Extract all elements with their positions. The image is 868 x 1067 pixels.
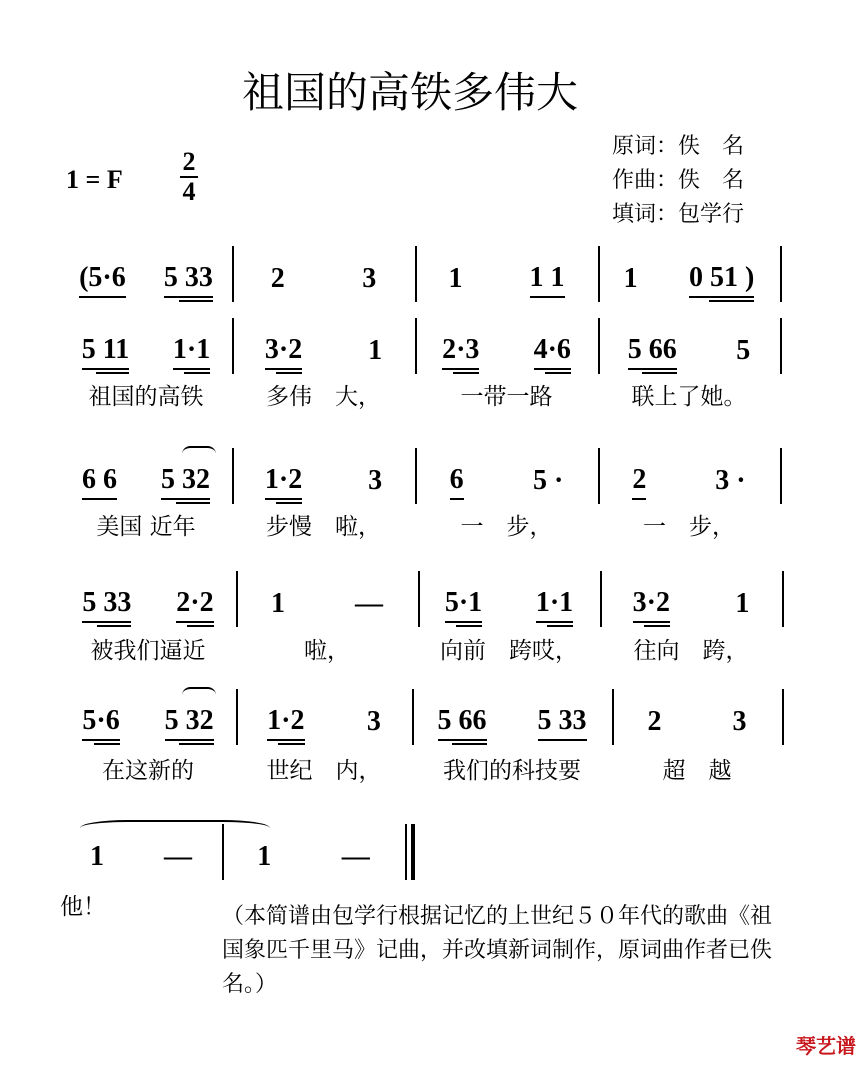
lyric: 祖国的高铁 (88, 384, 204, 410)
watermark-logo: 琴艺谱 (796, 1034, 856, 1058)
measure (232, 322, 415, 382)
score-row (60, 322, 782, 382)
note-group: 1 (368, 335, 383, 366)
note-group: 5 · (532, 465, 564, 496)
measure (415, 250, 598, 310)
measure (236, 575, 418, 635)
lyrics-row (60, 378, 782, 408)
note-group: 3 · (715, 465, 746, 496)
measure (598, 452, 780, 512)
credit-value: 包学行 (678, 202, 745, 227)
note-group: 5 66 (438, 705, 487, 741)
note-group: 1·1 (173, 334, 210, 370)
barline (780, 448, 782, 504)
barline (782, 571, 784, 627)
lyric: 啦， (304, 638, 350, 664)
note-group: 1 (90, 841, 104, 872)
measure (598, 322, 780, 382)
note-group: 1 (448, 263, 463, 294)
note-group: 2 (632, 464, 646, 500)
measure (60, 828, 222, 888)
time-signature (180, 148, 198, 206)
lyric: 一 步， (643, 514, 735, 540)
footnote: （本简谱由包学行根据记忆的上世纪５０年代的歌曲《祖国象匹千里马》记曲，并改填新词制作，原词曲作者已佚名。） (222, 904, 773, 997)
note-group: 5·1 (445, 587, 482, 623)
note-group: 1 (271, 588, 285, 619)
note-group: 2 (270, 263, 285, 294)
lyric: 我们的科技要 (443, 758, 581, 784)
barline (405, 824, 407, 880)
note-group: 2 (647, 706, 662, 737)
measure (60, 322, 232, 382)
note-group: 3 (366, 706, 381, 737)
credit-music (612, 164, 744, 198)
note-group: 3 (732, 706, 747, 737)
credit-label: 原词： (612, 134, 679, 159)
note-group: 4·6 (534, 334, 571, 370)
note-group: 5 32 (165, 705, 214, 741)
note-group: 1 (257, 841, 272, 872)
measure (612, 693, 782, 753)
score-row (60, 250, 782, 310)
time-top: 2 (182, 147, 196, 176)
tie-arc (80, 820, 270, 836)
note-group: 6 (450, 464, 464, 500)
note-group: 3·2 (633, 587, 670, 623)
key-signature: 1 = F (66, 165, 123, 194)
lyric: 在这新的 (102, 758, 194, 784)
note-group: 1 1 (530, 262, 565, 298)
final-barline (411, 824, 415, 880)
lyric: 一带一路 (460, 384, 553, 410)
note-group: 2·2 (176, 587, 213, 623)
credit-value: 佚 名 (678, 134, 745, 159)
measure (418, 575, 600, 635)
slur-arc (182, 446, 216, 462)
measure (232, 452, 415, 512)
measure (412, 693, 612, 753)
note-group: 5·6 (82, 705, 119, 741)
note-group: 5 33 (164, 262, 213, 298)
note-group: 6 6 (82, 464, 117, 500)
credits (612, 130, 744, 232)
song-title: 祖国的高铁多伟大 (241, 68, 578, 117)
barline (782, 689, 784, 745)
barline (780, 318, 782, 374)
note-group: — (164, 841, 192, 872)
time-bottom: 4 (182, 177, 196, 206)
measure (415, 322, 598, 382)
slur-arc (182, 687, 216, 703)
measure (232, 250, 415, 310)
credit-label: 作曲： (612, 168, 679, 193)
measure (236, 693, 412, 753)
note-group: 5 11 (82, 334, 129, 370)
credit-new-lyrics (612, 198, 744, 232)
note-group: 5 32 (161, 464, 210, 500)
lyric: 多伟 大， (266, 384, 381, 410)
lyric: 美国 近年 (96, 514, 196, 540)
lyric: 世纪 内， (266, 758, 382, 784)
measure (60, 250, 232, 310)
lyric: 往向 跨， (633, 638, 749, 664)
note-group: 1·2 (265, 464, 302, 500)
barline (780, 246, 782, 302)
note-group: — (341, 841, 370, 872)
lyric: 向前 跨哎， (440, 638, 578, 664)
measure (415, 452, 598, 512)
lyric: 超 越 (662, 758, 732, 784)
lyrics-row (60, 508, 782, 538)
score-row (60, 575, 782, 635)
credit-label: 填词： (612, 202, 679, 227)
lyrics-row (60, 632, 782, 662)
note-group: 5 (736, 335, 751, 366)
note-group: 5 66 (628, 334, 677, 370)
note-group: 3 (368, 465, 383, 496)
lyric: 联上了她。 (631, 384, 747, 410)
credit-lyrics (612, 130, 744, 164)
note-group: (5·6 (79, 262, 126, 298)
note-group: 1·2 (267, 705, 304, 741)
lyrics-row (60, 752, 782, 782)
score-row (60, 452, 782, 512)
note-group: 5 33 (82, 587, 131, 623)
measure (598, 250, 780, 310)
measure (600, 575, 782, 635)
credit-value: 佚 名 (678, 168, 745, 193)
lyric: 步慢 啦， (266, 514, 381, 540)
note-group: 3·2 (265, 334, 302, 370)
lyric: 一 步， (460, 514, 553, 540)
lyric: 被我们逼近 (90, 638, 206, 664)
note-group: — (355, 588, 383, 619)
note-group: 1 (623, 263, 638, 294)
note-group: 3 (362, 263, 377, 294)
note-group: 2·3 (442, 334, 479, 370)
note-group: 1·1 (536, 587, 573, 623)
score-row (60, 693, 782, 753)
note-group: 0 51 ) (689, 262, 754, 298)
measure (60, 575, 236, 635)
note-group: 1 (735, 588, 750, 619)
score-row (60, 828, 782, 888)
lyric: 他！ (60, 894, 106, 920)
note-group: 5 33 (538, 705, 587, 741)
measure (222, 828, 405, 888)
